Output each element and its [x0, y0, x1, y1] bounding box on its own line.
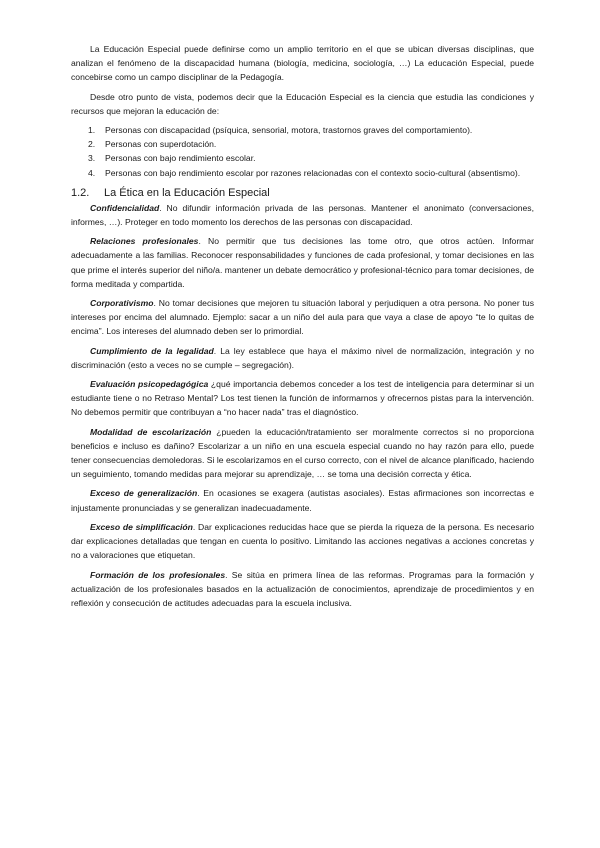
section-number: 1.2.: [71, 186, 90, 199]
ethics-text: . Se sitúa en primera línea de las reformas. Programas para la formación y actualización de los profesionales basados en la actualización de conocimientos, aprendizaje de procedimientos y en reflexión y consecución de actitudes adecuadas para la escuela inclusiva.: [71, 569, 534, 608]
ethics-term: Corporativismo: [90, 298, 154, 309]
ethics-term: Relaciones profesionales: [90, 236, 199, 247]
ethics-paragraph: [71, 520, 534, 563]
list-item-number: 2.: [88, 139, 96, 150]
ethics-term: Exceso de generalización: [90, 488, 198, 499]
ethics-paragraph: [71, 296, 534, 339]
ethics-text: . En ocasiones se exagera (autistas asociales). Estas afirmaciones son incorrectas e injustamente pronunciadas y se generalizan inadecuadamente.: [71, 488, 534, 513]
ethics-paragraph: [71, 486, 534, 514]
intro-paragraph-1: La Educación Especial puede definirse como un amplio territorio en el que se ubican diversas disciplinas, que analizan el fenómeno de la discapacidad humana (biología, medicina, sociología, …) La educación Especial, puede concebirse como un campo disciplinar de la Pedagogía.: [71, 44, 534, 83]
ethics-term: Exceso de simplificación: [90, 521, 193, 532]
ethics-paragraph: [71, 201, 534, 229]
ethics-paragraph: [71, 344, 534, 372]
recipients-list: [71, 123, 534, 180]
ethics-paragraph: [71, 425, 534, 482]
list-item: [88, 166, 534, 180]
ethics-text: . No permitir que tus decisiones las tome otro, que otros actúen. Informar adecuadamente a las familias. Reconocer responsabilidades y funciones de cada profesional, y tomar decisiones en las que prime el interés superior del niño/a. mantener un debate democrático y profesional-técnico para tomar decisiones, de forma meditada y compartida.: [71, 236, 534, 289]
list-item: [88, 151, 534, 165]
ethics-text: ¿qué importancia debemos conceder a los test de inteligencia para determinar si un estudiante tiene o no Retraso Mental? Los test tienen la función de informarnos y ofrecernos pistas para la intervención. No debemos permitir que contribuyan a “no hacer nada” tras el diagnóstico.: [71, 379, 534, 418]
ethics-text: . La ley establece que haya el máximo nivel de normalización, integración y no discriminación (esto a veces no se cumple – segregación).: [71, 345, 534, 370]
list-item-number: 1.: [88, 125, 96, 136]
list-item: [88, 123, 534, 137]
section-heading: [71, 186, 534, 201]
list-item-text: Personas con bajo rendimiento escolar por razones relacionadas con el contexto socio-cultural (absentismo).: [105, 167, 521, 178]
list-item: [88, 137, 534, 151]
ethics-paragraph: [71, 377, 534, 420]
ethics-text: ¿pueden la educación/tratamiento ser moralmente correctos si no proporciona beneficios e incluso es dañino? Escolarizar a un niño en una escuela especial cuando no hay razón para ello, puede tener consecuencias demoledoras. Si le escolarizamos en el curso correcto, con el nivel de alcance planificado, haciendo un seguimiento, tomando medidas para mejorar su aprendizaje, … se toma una decisión correcta y ética.: [71, 426, 534, 480]
ethics-term: Formación de los profesionales: [90, 569, 226, 580]
section-title: La Ética en la Educación Especial: [104, 186, 270, 199]
ethics-text: . No tomar decisiones que mejoren tu situación laboral y perjudiquen a otra persona. No poner tus intereses por encima del alumnado. Ejemplo: sacar a un niño del aula para que vaya a clase de apoyo “te lo quitas de encima”. Los intereses del alumnado deben ser lo primordial.: [71, 298, 534, 337]
list-item-text: Personas con superdotación.: [105, 139, 217, 150]
ethics-paragraph: [71, 568, 534, 611]
ethics-term: Confidencialidad: [90, 202, 160, 213]
list-item-text: Personas con discapacidad (psíquica, sensorial, motora, trastornos graves del comportamiento).: [105, 125, 473, 136]
ethics-paragraph: [71, 234, 534, 291]
ethics-text: . Dar explicaciones reducidas hace que se pierda la riqueza de la persona. Es necesario dar explicaciones detalladas que tengan en cuenta lo positivo. Limitando las acciones negativas a acciones concretas y no a valoraciones que etiquetan.: [71, 521, 535, 561]
ethics-term: Cumplimiento de la legalidad: [90, 345, 214, 356]
ethics-term: Evaluación psicopedagógica: [90, 379, 209, 390]
list-item-text: Personas con bajo rendimiento escolar.: [105, 153, 256, 164]
ethics-term: Modalidad de escolarización: [90, 426, 212, 437]
list-item-number: 3.: [88, 153, 96, 164]
list-item-number: 4.: [88, 167, 96, 178]
intro-paragraph-2: Desde otro punto de vista, podemos decir que la Educación Especial es la ciencia que estudia las condiciones y recursos que mejoran la educación de:: [71, 91, 534, 116]
ethics-text: . No difundir información privada de las personas. Mantener el anonimato (conversaciones, informes, …). Proteger en todo momento los derechos de las personas con discapacidad.: [71, 202, 534, 228]
